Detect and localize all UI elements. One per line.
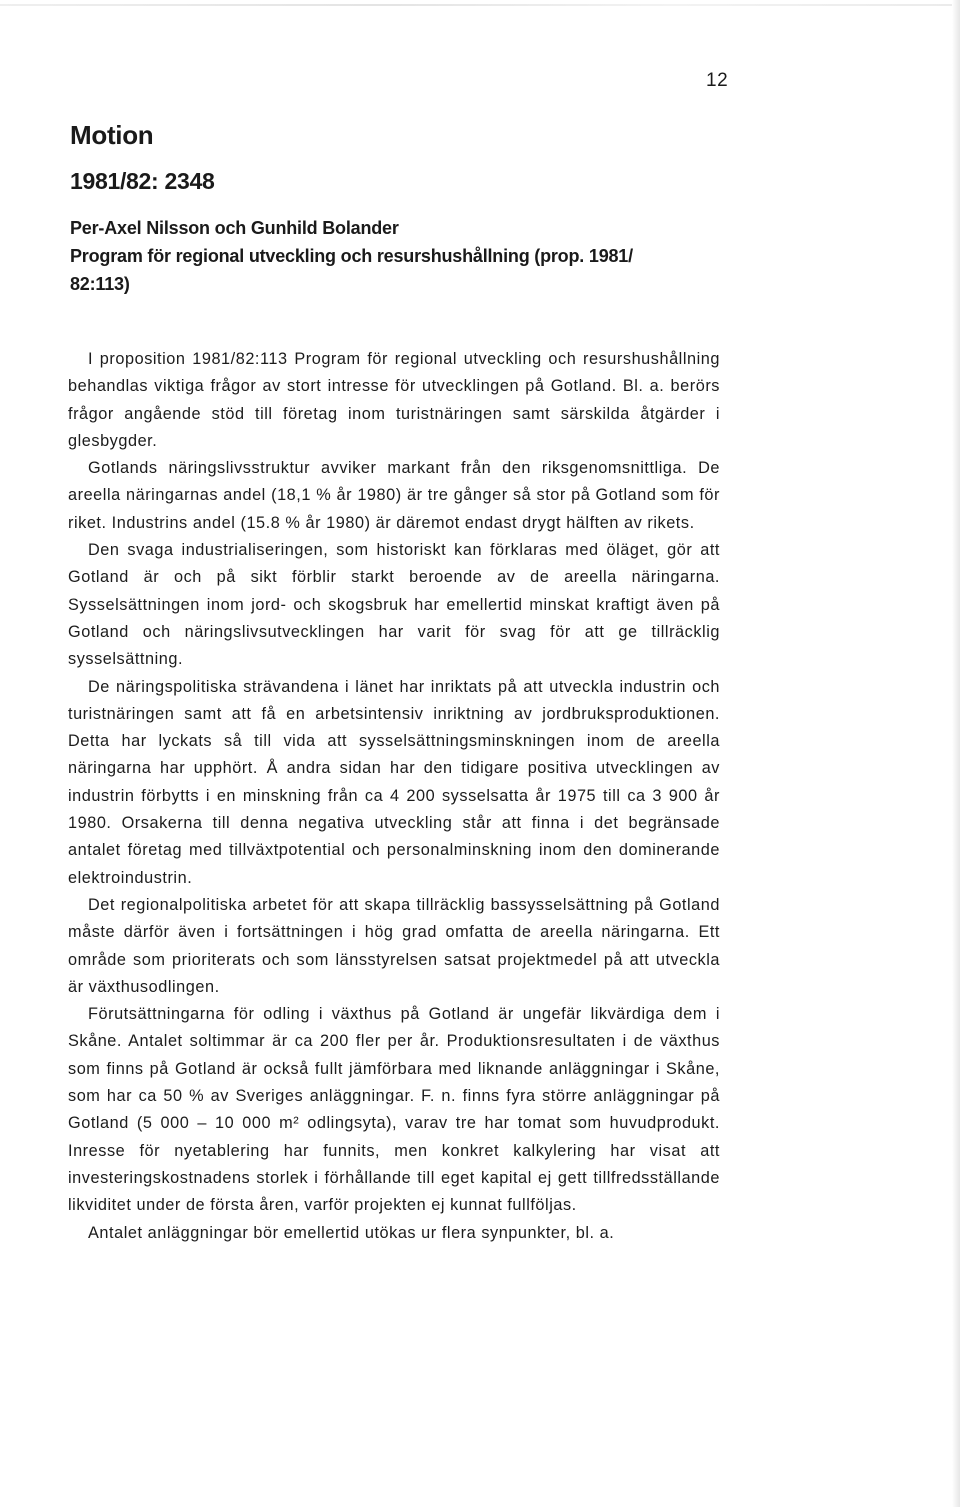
scan-artifact-edge [952, 0, 960, 1507]
authors-line: Per-Axel Nilsson och Gunhild Bolander [70, 218, 399, 238]
scan-artifact-top [0, 4, 960, 6]
paragraph: Förutsättningarna för odling i växthus på Gotland är ungefär likvärdiga dem i Skåne. Antalet soltimmar är ca 200 fler per år. Produktionsresultaten i de växthus som finns på Gotland är också fullt jämförbara med liknande anläggningar i Skåne, som har ca 50 % av Sveriges anläggningar. F. n. finns fyra större anläggningar på Gotland (5 000 – 10 000 m² odlingsyta), varav tre har tomat som huvudprodukt. Inresse för nyetablering har funnits, men konkret kalkylering har visat att investeringskostnadens storlek i förhållande till eget kapital ej gett tillfredsställande likviditet under de första åren, varför projekten ej kunnat fullföljas. [68, 1005, 720, 1215]
paragraph: Det regionalpolitiska arbetet för att skapa tillräcklig bassysselsättning på Gotland måste därför även i fortsättningen i hög grad omfatta de areella näringarna. Ett område som prioriterats och som länsstyrelsen satsat projektmedel på att utveckla är växthusodlingen. [68, 895, 720, 996]
paragraph: De näringspolitiska strävandena i länet har inriktats på att utveckla industrin och turistnäringen samt att få en arbetsintensiv inriktning av jordbruksproduktionen. Detta har lyckats så till vida att sysselsättningsminskningen inom de areella näringarna har upphört. Å andra sidan har den tidigare positiva utvecklingen av industrin förbytts i en minskning från ca 4 200 sysselsatta år 1975 till ca 3 900 år 1980. Orsakerna till denna negativa utveckling står att finna i det begränsade antalet företag med tillväxtpotential och personalminskning inom den dominerande elektroindustrin. [68, 677, 720, 887]
document-title: Motion [70, 120, 154, 150]
paragraph: I proposition 1981/82:113 Program för regional utveckling och resurshushållning behandlas viktiga frågor av stort intresse för utvecklingen på Gotland. Bl. a. berörs frågor angående stöd till företag inom turistnäringen samt särskilda åtgärder i glesbygder. [68, 350, 720, 450]
subject-line: Program för regional utveckling och resurshushållning (prop. 1981/ [70, 246, 633, 266]
paragraph: Gotlands näringslivsstruktur avviker markant från den riksgenomsnittliga. De areella näringarnas andel (18,1 % år 1980) är tre gånger så stor på Gotland som för riket. Industrins andel (15.8 % år 1980) är däremot endast drygt hälften av rikets. [68, 459, 720, 532]
authors-block [70, 214, 720, 298]
paragraph: Den svaga industrialiseringen, som historiskt kan förklaras med öläget, gör att Gotland är och på sikt förblir starkt beroende av de areella näringarna. Sysselsättningen inom jord- och skogsbruk har emellertid minskat kraftigt även på Gotland och näringslivsutvecklingen har varit för svag för att ge tillräcklig sysselsättning. [68, 541, 720, 669]
paragraph: Antalet anläggningar bör emellertid utökas ur flera synpunkter, bl. a. [88, 1223, 615, 1242]
body-text [68, 346, 720, 1247]
page-number: 12 [706, 70, 729, 91]
subject-line: 82:113) [70, 274, 130, 294]
motion-number: 1981/82: 2348 [70, 168, 215, 194]
